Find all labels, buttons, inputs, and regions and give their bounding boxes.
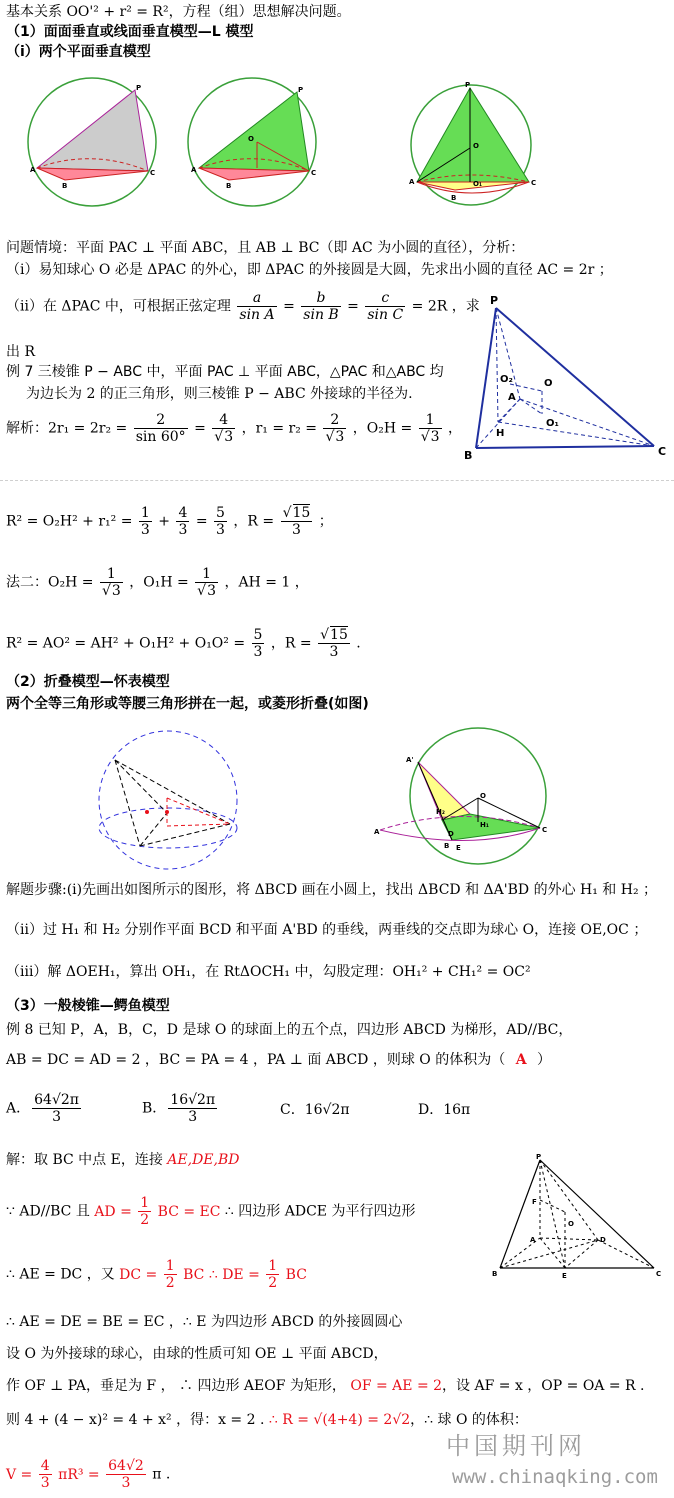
svg-text:C: C <box>656 1270 662 1278</box>
svg-text:C: C <box>150 169 156 177</box>
svg-text:P: P <box>490 294 499 307</box>
svg-text:C: C <box>531 179 537 187</box>
option-d: D．16π <box>418 1102 471 1118</box>
svg-text:O₁: O₁ <box>473 180 483 188</box>
solution8-line6: 作 OF ⊥ PA，垂足为 F ， ∴ 四边形 AEOF 为矩形， OF = AE = 2，设 AF = x ，OP = OA = R . <box>6 1378 645 1394</box>
solution8-line1: 解：取 BC 中点 E，连接 AE,DE,BD <box>6 1152 240 1168</box>
svg-text:A: A <box>409 178 415 186</box>
svg-text:B: B <box>444 842 450 850</box>
svg-text:C: C <box>311 169 317 177</box>
svg-text:H₂: H₂ <box>436 808 445 816</box>
svg-text:O: O <box>248 135 254 143</box>
svg-text:O: O <box>473 142 479 150</box>
svg-text:E: E <box>456 844 461 852</box>
svg-text:C: C <box>658 445 667 458</box>
figure-pocket-watch <box>370 724 560 874</box>
figure-green-triangle <box>185 70 325 220</box>
example7-line1: 例 7 三棱锥 P − ABC 中，平面 PAC ⊥ 平面 ABC，△PAC 和△ABC 均 <box>6 364 444 380</box>
svg-text:B: B <box>464 449 473 462</box>
svg-text:B: B <box>492 1270 498 1278</box>
solution8-volume: V = $\frac{4}{3}$ πR³ = $\frac{64√2}{3}$ π . <box>6 1458 171 1491</box>
svg-text:B: B <box>451 194 457 202</box>
solution7-radius: R² = O₂H² + r₁² = $\frac{1}{3}$ + $\frac{4}{3}$ = $\frac{5}{3}$ ，R = $\frac{√15}{3}$ ； <box>6 505 333 538</box>
svg-text:O: O <box>568 1220 574 1228</box>
solution7-line1: 解析：2r₁ = 2r₂ = $\frac{2}{\sin 60^\circ}$ = $\frac{4}{√3}$ ，r₁ = r₂ = $\frac{2}{√3}$ ，O₂H = $\frac{1}{√3}$ ， <box>6 412 462 445</box>
steps-line2: （ⅱ）过 H₁ 和 H₂ 分别作平面 BCD 和平面 A'BD 的垂线，两垂线的交点即为球心 O，连接 OE,OC ； <box>6 922 648 938</box>
svg-text:D: D <box>448 830 454 838</box>
svg-text:P: P <box>465 81 471 89</box>
svg-text:P: P <box>536 1153 542 1161</box>
solution8-line3: ∴ AE = DC ，又 DC = $\frac{1}{2}$ BC ∴ DE = $\frac{1}{2}$ BC <box>6 1258 307 1291</box>
problem-situation: 问题情境：平面 PAC ⊥ 平面 ABC，且 AB ⊥ BC（即 AC 为小圆的直径），分析： <box>6 240 525 256</box>
svg-text:O: O <box>480 792 486 800</box>
svg-text:B: B <box>62 182 68 190</box>
method2-line: 法二：O₂H = $\frac{1}{√3}$ ，O₁H = $\frac{1}{√3}$ ，AH = 1 ， <box>6 566 309 599</box>
svg-text:P: P <box>136 84 142 92</box>
solution8-line5: 设 O 为外接球的球心，由球的性质可知 OE ⊥ 平面 ABCD， <box>6 1346 388 1362</box>
figure-pyramid-pabcd <box>488 1154 668 1284</box>
svg-text:D: D <box>600 1236 606 1244</box>
svg-text:A: A <box>374 828 380 836</box>
steps-line3: （ⅲ）解 ΔOEH₁，算出 OH₁，在 RtΔOCH₁ 中，勾股定理：OH₁² + CH₁² = OC² <box>6 964 531 980</box>
svg-text:H₁: H₁ <box>480 821 489 829</box>
solution8-line4: ∴ AE = DE = BE = EC ，∴ E 为四边形 ABCD 的外接圆圆心 <box>6 1314 403 1330</box>
example7-line2: 为边长为 2 的正三角形，则三棱锥 P − ABC 外接球的半径为. <box>26 386 413 402</box>
svg-text:B: B <box>226 182 232 190</box>
figure-dashed-sphere <box>95 728 245 873</box>
svg-text:O₁: O₁ <box>546 418 559 429</box>
example8-line2: AB = DC = AD = 2 ，BC = PA = 4 ，PA ⊥ 面 ABCD ，则球 O 的体积为（ A ） <box>6 1052 552 1068</box>
svg-text:O₂: O₂ <box>500 374 513 385</box>
page-break-line <box>0 480 674 481</box>
section2-subtitle: 两个全等三角形或等腰三角形拼在一起，或菱形折叠(如图) <box>6 696 369 712</box>
svg-text:E: E <box>562 1272 567 1280</box>
svg-text:A: A <box>191 166 197 174</box>
solution8-line2: ∵ AD//BC 且 AD = $\frac{1}{2}$ BC = EC ∴ 四边形 ADCE 为平行四边形 <box>6 1195 416 1228</box>
section3-title: （3）一般棱锥—鳄鱼模型 <box>6 998 170 1014</box>
svg-text:A: A <box>530 1236 536 1244</box>
section1-title: （1）面面垂直或线面垂直模型—L 模型 <box>6 24 254 40</box>
option-c: C．16√2π <box>280 1102 350 1118</box>
watermark-url: www.chinaqking.com <box>452 1466 658 1488</box>
method2-radius: R² = AO² = AH² + O₁H² + O₁O² = $\frac{5}{3}$ ，R = $\frac{√15}{3}$ . <box>6 627 361 660</box>
figure-pyramid-pabc <box>460 296 670 466</box>
svg-text:H: H <box>496 428 505 439</box>
example8-line1: 例 8 已知 P，A，B，C，D 是球 O 的球面上的五个点，四边形 ABCD 为梯形，AD//BC， <box>6 1022 573 1038</box>
svg-text:P: P <box>298 86 304 94</box>
figure-symmetric-triangle <box>405 78 545 218</box>
analysis-step1: （ⅰ）易知球心 O 必是 ΔPAC 的外心，即 ΔPAC 的外接圆是大圆，先求出小圆的直径 AC = 2r ； <box>6 262 613 278</box>
option-a: A． $\frac{64√2\pi}{3}$ <box>6 1092 79 1125</box>
example8-answer: A <box>515 1052 527 1068</box>
svg-text:A': A' <box>406 756 414 764</box>
section2-title: （2）折叠模型—怀表模型 <box>6 674 170 690</box>
solution8-line7: 则 4 + (4 − x)² = 4 + x² ，得：x = 2 . ∴ R = √(4+4) = 2√2，∴ 球 O 的体积： <box>6 1412 528 1428</box>
svg-text:A: A <box>508 392 516 403</box>
intro-line: 基本关系 OO'² + r² = R²，方程（组）思想解决问题。 <box>6 4 351 20</box>
watermark-cn: 中国期刊网 <box>446 1432 586 1460</box>
analysis-step2-cont: 出 R <box>6 344 35 360</box>
section1-subtitle: （ⅰ）两个平面垂直模型 <box>6 44 151 60</box>
steps-line1: 解题步骤:(ⅰ)先画出如图所示的图形，将 ΔBCD 画在小圆上，找出 ΔBCD 和 ΔA'BD 的外心 H₁ 和 H₂ ； <box>6 882 658 898</box>
svg-text:O: O <box>544 378 553 389</box>
option-b: B． $\frac{16√2\pi}{3}$ <box>142 1092 216 1125</box>
svg-text:C: C <box>542 826 548 834</box>
svg-text:A: A <box>30 166 36 174</box>
analysis-step2: （ⅱ）在 ΔPAC 中，可根据正弦定理 $\frac{a}{\text{sin A}}$ = $\frac{b}{\text{sin B}}$ = $\frac{c}{\text{sin C}}$ = 2R ，求 <box>6 290 480 323</box>
figure-gray-triangle <box>25 70 165 220</box>
svg-text:F: F <box>532 1198 537 1206</box>
